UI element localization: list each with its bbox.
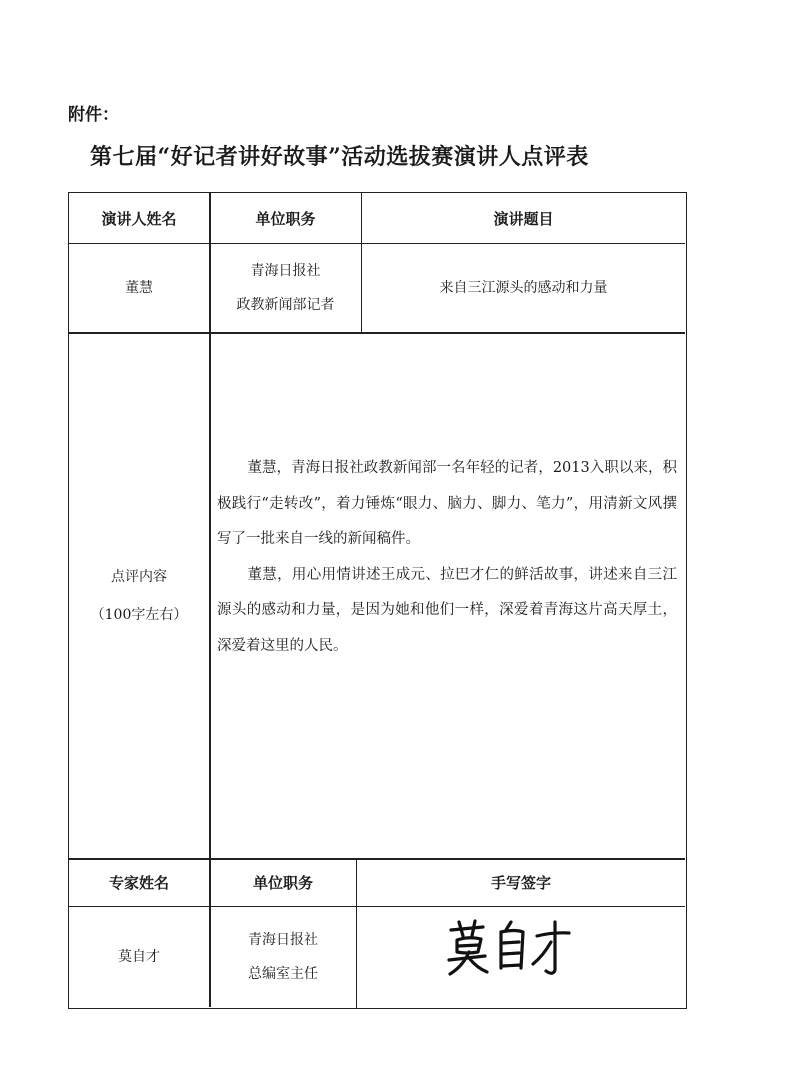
- expert-unit: [210, 907, 356, 1007]
- page-title: 第七届“好记者讲好故事”活动选拔赛演讲人点评表: [90, 144, 589, 170]
- header-expert-unit: 单位职务: [252, 874, 313, 892]
- speaker-unit: [210, 244, 361, 332]
- speaker-name: 董慧: [125, 280, 153, 296]
- expert-unit-line2: 总编室主任: [248, 966, 318, 982]
- handwritten-signature: [445, 918, 575, 982]
- header-signature: 手写签字: [490, 874, 551, 892]
- comment-text: [217, 451, 677, 664]
- comment-paragraph-1: 董慧，青海日报社政教新闻部一名年轻的记者，2013入职以来，积极践行“走转改”，着力锤炼“眼力、脑力、脚力、笔力”，用清新文风撰写了一批来自一线的新闻稿件。: [217, 460, 677, 547]
- signature-drawing: [445, 918, 575, 978]
- speaker-unit-line1: 青海日报社: [250, 263, 321, 279]
- header-expert-name: 专家姓名: [108, 874, 169, 892]
- comment-label: 点评内容: [111, 569, 167, 585]
- comment-paragraph-2: 董慧，用心用情讲述王成元、拉巴才仁的鲜活故事，讲述来自三江源头的感动和力量，是因为她和他们一样，深爱着青海这片高天厚土，深爱着这里的人民。: [217, 566, 677, 654]
- evaluation-table: [68, 192, 687, 1009]
- header-unit-position: 单位职务: [255, 209, 316, 228]
- expert-unit-line1: 青海日报社: [248, 932, 318, 948]
- attachment-label: 附件：: [68, 105, 119, 125]
- expert-name: 莫自才: [118, 949, 160, 965]
- speech-title: 来自三江源头的感动和力量: [439, 280, 608, 296]
- comment-hint: （100字左右）: [90, 607, 188, 623]
- header-speech-title: 演讲题目: [493, 209, 554, 228]
- speaker-unit-line2: 政教新闻部记者: [236, 297, 335, 313]
- comment-label-cell: [69, 334, 209, 858]
- header-speaker-name: 演讲人姓名: [101, 209, 177, 228]
